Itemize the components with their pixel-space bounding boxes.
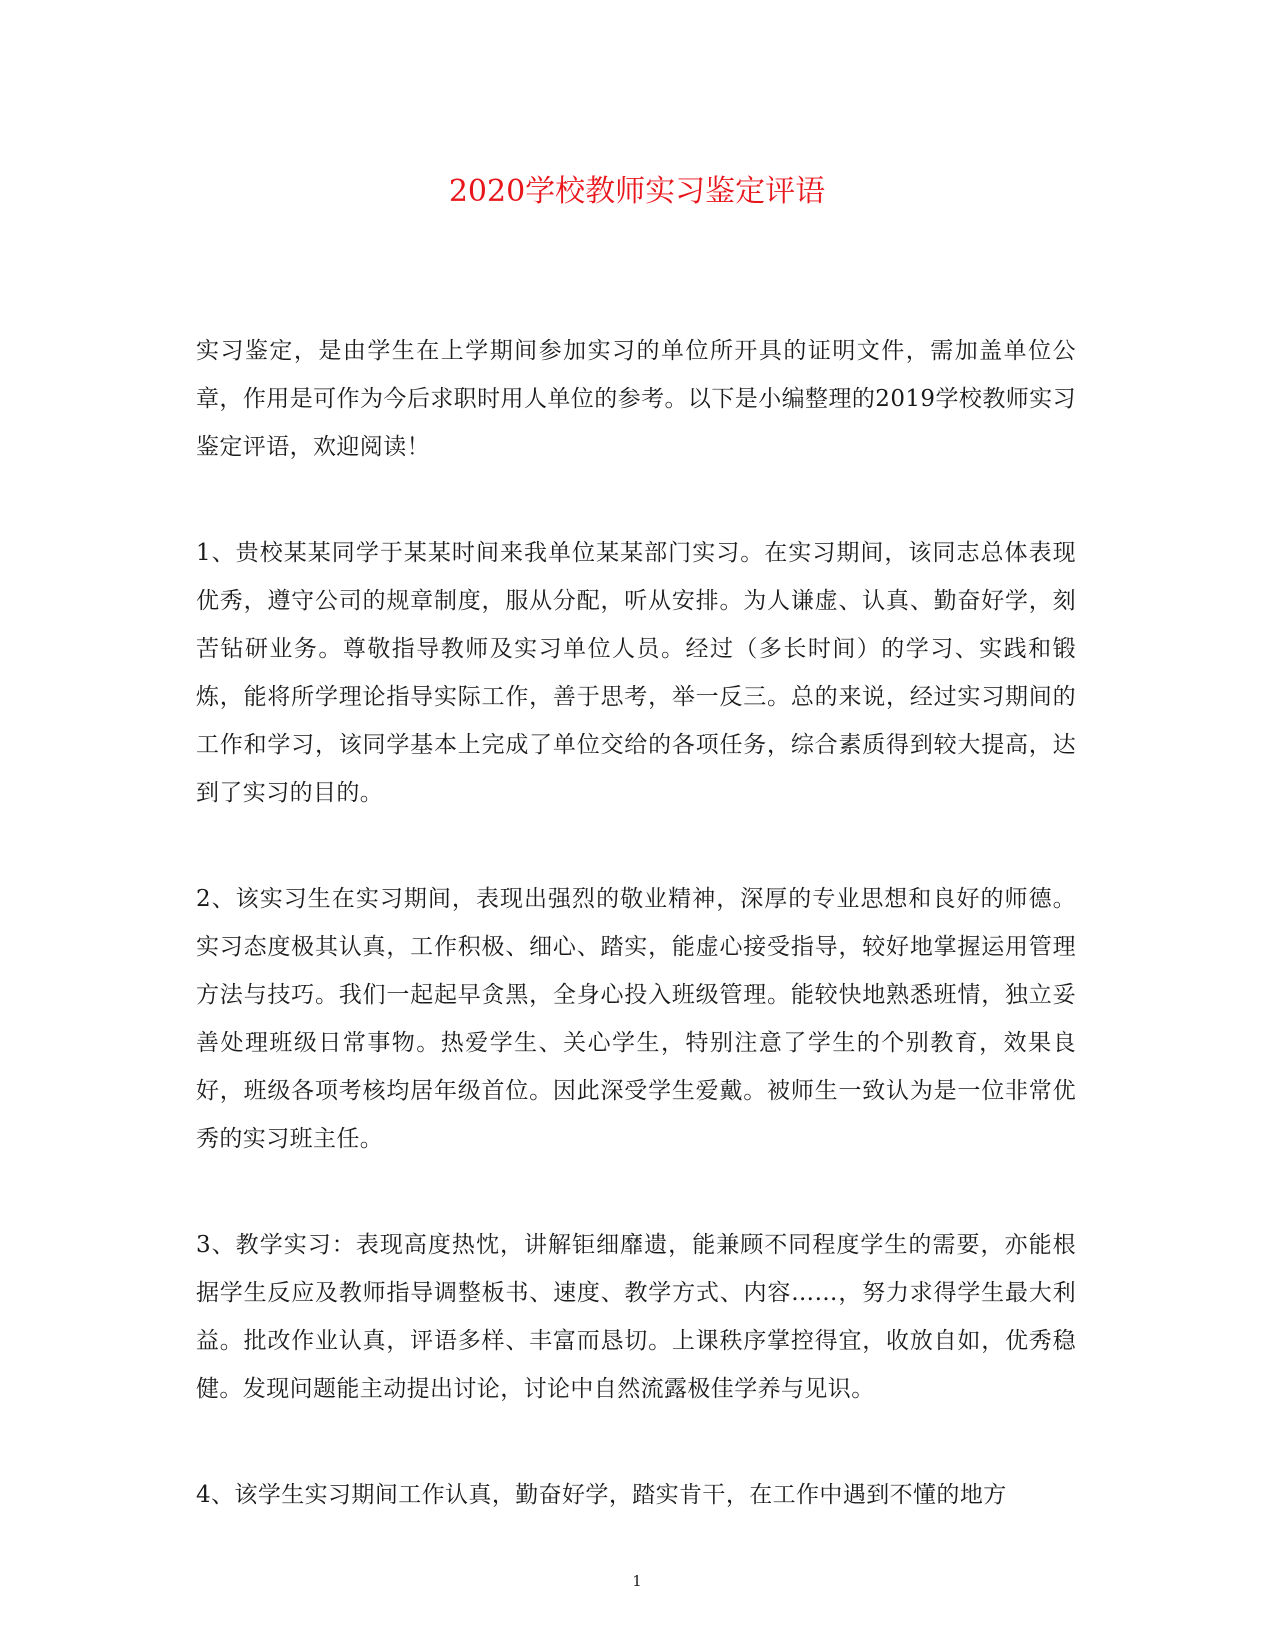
document-title: 2020学校教师实习鉴定评语	[448, 174, 826, 209]
comment-paragraph-2: 2、该实习生在实习期间，表现出强烈的敬业精神，深厚的专业思想和良好的师德。实习态度极其认真，工作积极、细心、踏实，能虚心接受指导，较好地掌握运用管理方法与技巧。我们一起起早贪黑，全身心投入班级管理。能较快地熟悉班情，独立妥善处理班级日常事物。热爱学生、关心学生，特别注意了学生的个别教育，效果良好，班级各项考核均居年级首位。因此深受学生爱戴。被师生一致认为是一位非常优秀的实习班主任。	[196, 886, 1076, 1152]
document-body	[196, 327, 1076, 1577]
comment-paragraph-1: 1、贵校某某同学于某某时间来我单位某某部门实习。在实习期间，该同志总体表现优秀，遵守公司的规章制度，服从分配，听从安排。为人谦虚、认真、勤奋好学，刻苦钻研业务。尊敬指导教师及实习单位人员。经过（多长时间）的学习、实践和锻炼，能将所学理论指导实际工作，善于思考，举一反三。总的来说，经过实习期间的工作和学习，该同学基本上完成了单位交给的各项任务，综合素质得到较大提高，达到了实习的目的。	[196, 540, 1076, 806]
intro-paragraph: 实习鉴定，是由学生在上学期间参加实习的单位所开具的证明文件，需加盖单位公章，作用是可作为今后求职时用人单位的参考。以下是小编整理的2019学校教师实习鉴定评语，欢迎阅读！	[196, 338, 1076, 460]
comment-paragraph-3: 3、教学实习：表现高度热忱，讲解钜细靡遗，能兼顾不同程度学生的需要，亦能根据学生反应及教师指导调整板书、速度、教学方式、内容……，努力求得学生最大利益。批改作业认真，评语多样、丰富而恳切。上课秩序掌控得宜，收放自如，优秀稳健。发现问题能主动提出讨论，讨论中自然流露极佳学养与见识。	[196, 1232, 1076, 1402]
page-number: 1	[632, 1572, 642, 1590]
comment-paragraph-4: 4、该学生实习期间工作认真，勤奋好学，踏实肯干，在工作中遇到不懂的地方	[196, 1482, 1007, 1508]
